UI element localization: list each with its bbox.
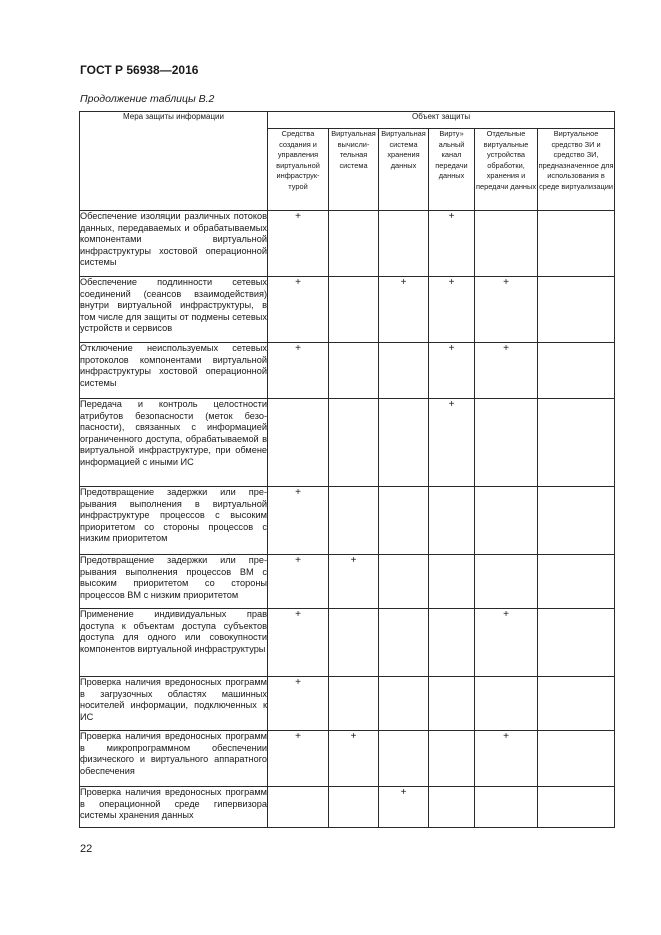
mark-cell (475, 399, 538, 487)
mark-cell (475, 211, 538, 277)
mark-cell (329, 343, 379, 399)
column-header: Виртуальное средство ЗИ и средство ЗИ, предназначенное для использования в среде виртуализации (538, 129, 615, 211)
measure-cell: Проверка наличия вредоносных программ в загрузочных областях машинных носителей информации, подключенных к ИС (80, 677, 268, 731)
mark-cell (538, 555, 615, 609)
mark-cell (429, 487, 475, 555)
column-header: Отдельные виртуальные устройства обработки, хранения и передачи данных (475, 129, 538, 211)
mark-cell (538, 787, 615, 828)
mark-cell (475, 487, 538, 555)
table-row (80, 277, 615, 343)
page-number: 22 (80, 843, 93, 855)
mark-cell: + (429, 211, 475, 277)
table-row (80, 487, 615, 555)
mark-cell (379, 399, 429, 487)
column-header: Вирту» альный канал передачи данных (429, 129, 475, 211)
mark-cell: + (268, 211, 329, 277)
table-row (80, 343, 615, 399)
mark-cell (379, 487, 429, 555)
measure-cell: Предотвращение задержки или прерывания выполнения процессов ВМ с высоким приоритетом со стороны процессов ВМ с низким приоритетом (80, 555, 268, 609)
measure-cell: Обеспечение подлинности сетевых соединений (сеансов взаимодействия) внутри виртуальной инфраструктуры, в том числе для защиты от подмены сетевых устройств и сервисов (80, 277, 268, 343)
measure-cell: Передача и контроль целостности атрибутов безопасности (меток безопасности), связанных с информацией ограниченного доступа, обрабатываемой в виртуальной инфраструктуре, при обмене информацией с иными ИС (80, 399, 268, 487)
mark-cell (329, 677, 379, 731)
mark-cell (538, 609, 615, 677)
mark-cell (538, 211, 615, 277)
mark-cell (329, 277, 379, 343)
mark-cell (329, 609, 379, 677)
table-row (80, 555, 615, 609)
mark-cell: + (268, 487, 329, 555)
measure-cell: Обеспечение изоляции различных потоков данных, передаваемых и обрабатываемых компонентами виртуальной инфраструктуры хостовой операционной системы (80, 211, 268, 277)
mark-cell (429, 555, 475, 609)
mark-cell (268, 399, 329, 487)
mark-cell (379, 731, 429, 787)
measure-cell: Отключение неиспользуемых сетевых протоколов компонентами виртуальной инфраструктуры хостовой операционной системы (80, 343, 268, 399)
measure-cell: Проверка наличия вредоносных программ в операционной среде гипервизора системы хранения данных (80, 787, 268, 828)
mark-cell (538, 487, 615, 555)
measure-cell: Проверка наличия вредоносных программ в микропрограммном обеспечении физического и виртуального аппаратного обеспечения (80, 731, 268, 787)
table-row (80, 399, 615, 487)
mark-cell: + (429, 399, 475, 487)
mark-cell: + (329, 731, 379, 787)
mark-cell (329, 399, 379, 487)
mark-cell (379, 555, 429, 609)
mark-cell (329, 211, 379, 277)
mark-cell (429, 609, 475, 677)
object-group-header: Объект защиты (268, 112, 615, 129)
mark-cell (429, 787, 475, 828)
column-header: Средства создания и управления виртуальной инфраструктурой (268, 129, 329, 211)
mark-cell (475, 555, 538, 609)
mark-cell (379, 211, 429, 277)
mark-cell: + (475, 277, 538, 343)
mark-cell (379, 609, 429, 677)
mark-cell: + (475, 343, 538, 399)
mark-cell: + (268, 555, 329, 609)
measure-cell: Применение индивидуальных прав доступа к объектам доступа субъектов доступа для одного или совокупности компонентов виртуальной инфраструктуры (80, 609, 268, 677)
mark-cell: + (379, 277, 429, 343)
mark-cell: + (475, 731, 538, 787)
mark-cell: + (329, 555, 379, 609)
mark-cell (475, 677, 538, 731)
table-row (80, 211, 615, 277)
mark-cell: + (268, 677, 329, 731)
mark-cell: + (268, 343, 329, 399)
mark-cell (329, 487, 379, 555)
document-code: ГОСТ Р 56938—2016 (80, 63, 199, 77)
mark-cell (268, 787, 329, 828)
protection-measures-table (79, 111, 615, 828)
mark-cell: + (429, 277, 475, 343)
mark-cell (379, 343, 429, 399)
mark-cell (429, 731, 475, 787)
mark-cell (429, 677, 475, 731)
table-header-row (80, 112, 615, 129)
mark-cell (379, 677, 429, 731)
column-header: Виртуальная система хранения данных (379, 129, 429, 211)
table-caption: Продолжение таблицы В.2 (80, 93, 215, 105)
mark-cell: + (475, 609, 538, 677)
mark-cell (329, 787, 379, 828)
table-row (80, 731, 615, 787)
mark-cell: + (268, 277, 329, 343)
mark-cell: + (379, 787, 429, 828)
column-header: Виртуальная вычислительная система (329, 129, 379, 211)
measure-column-header: Мера защиты информации (80, 112, 268, 211)
mark-cell: + (268, 609, 329, 677)
mark-cell (538, 277, 615, 343)
table-row (80, 787, 615, 828)
mark-cell (538, 399, 615, 487)
mark-cell (475, 787, 538, 828)
table-row (80, 609, 615, 677)
mark-cell: + (268, 731, 329, 787)
measure-cell: Предотвращение задержки или прерывания выполнения в виртуальной инфраструктуре процессов с высоким приоритетом со стороны процессов с низким приоритетом (80, 487, 268, 555)
table-row (80, 677, 615, 731)
mark-cell (538, 343, 615, 399)
mark-cell (538, 731, 615, 787)
mark-cell (538, 677, 615, 731)
mark-cell: + (429, 343, 475, 399)
